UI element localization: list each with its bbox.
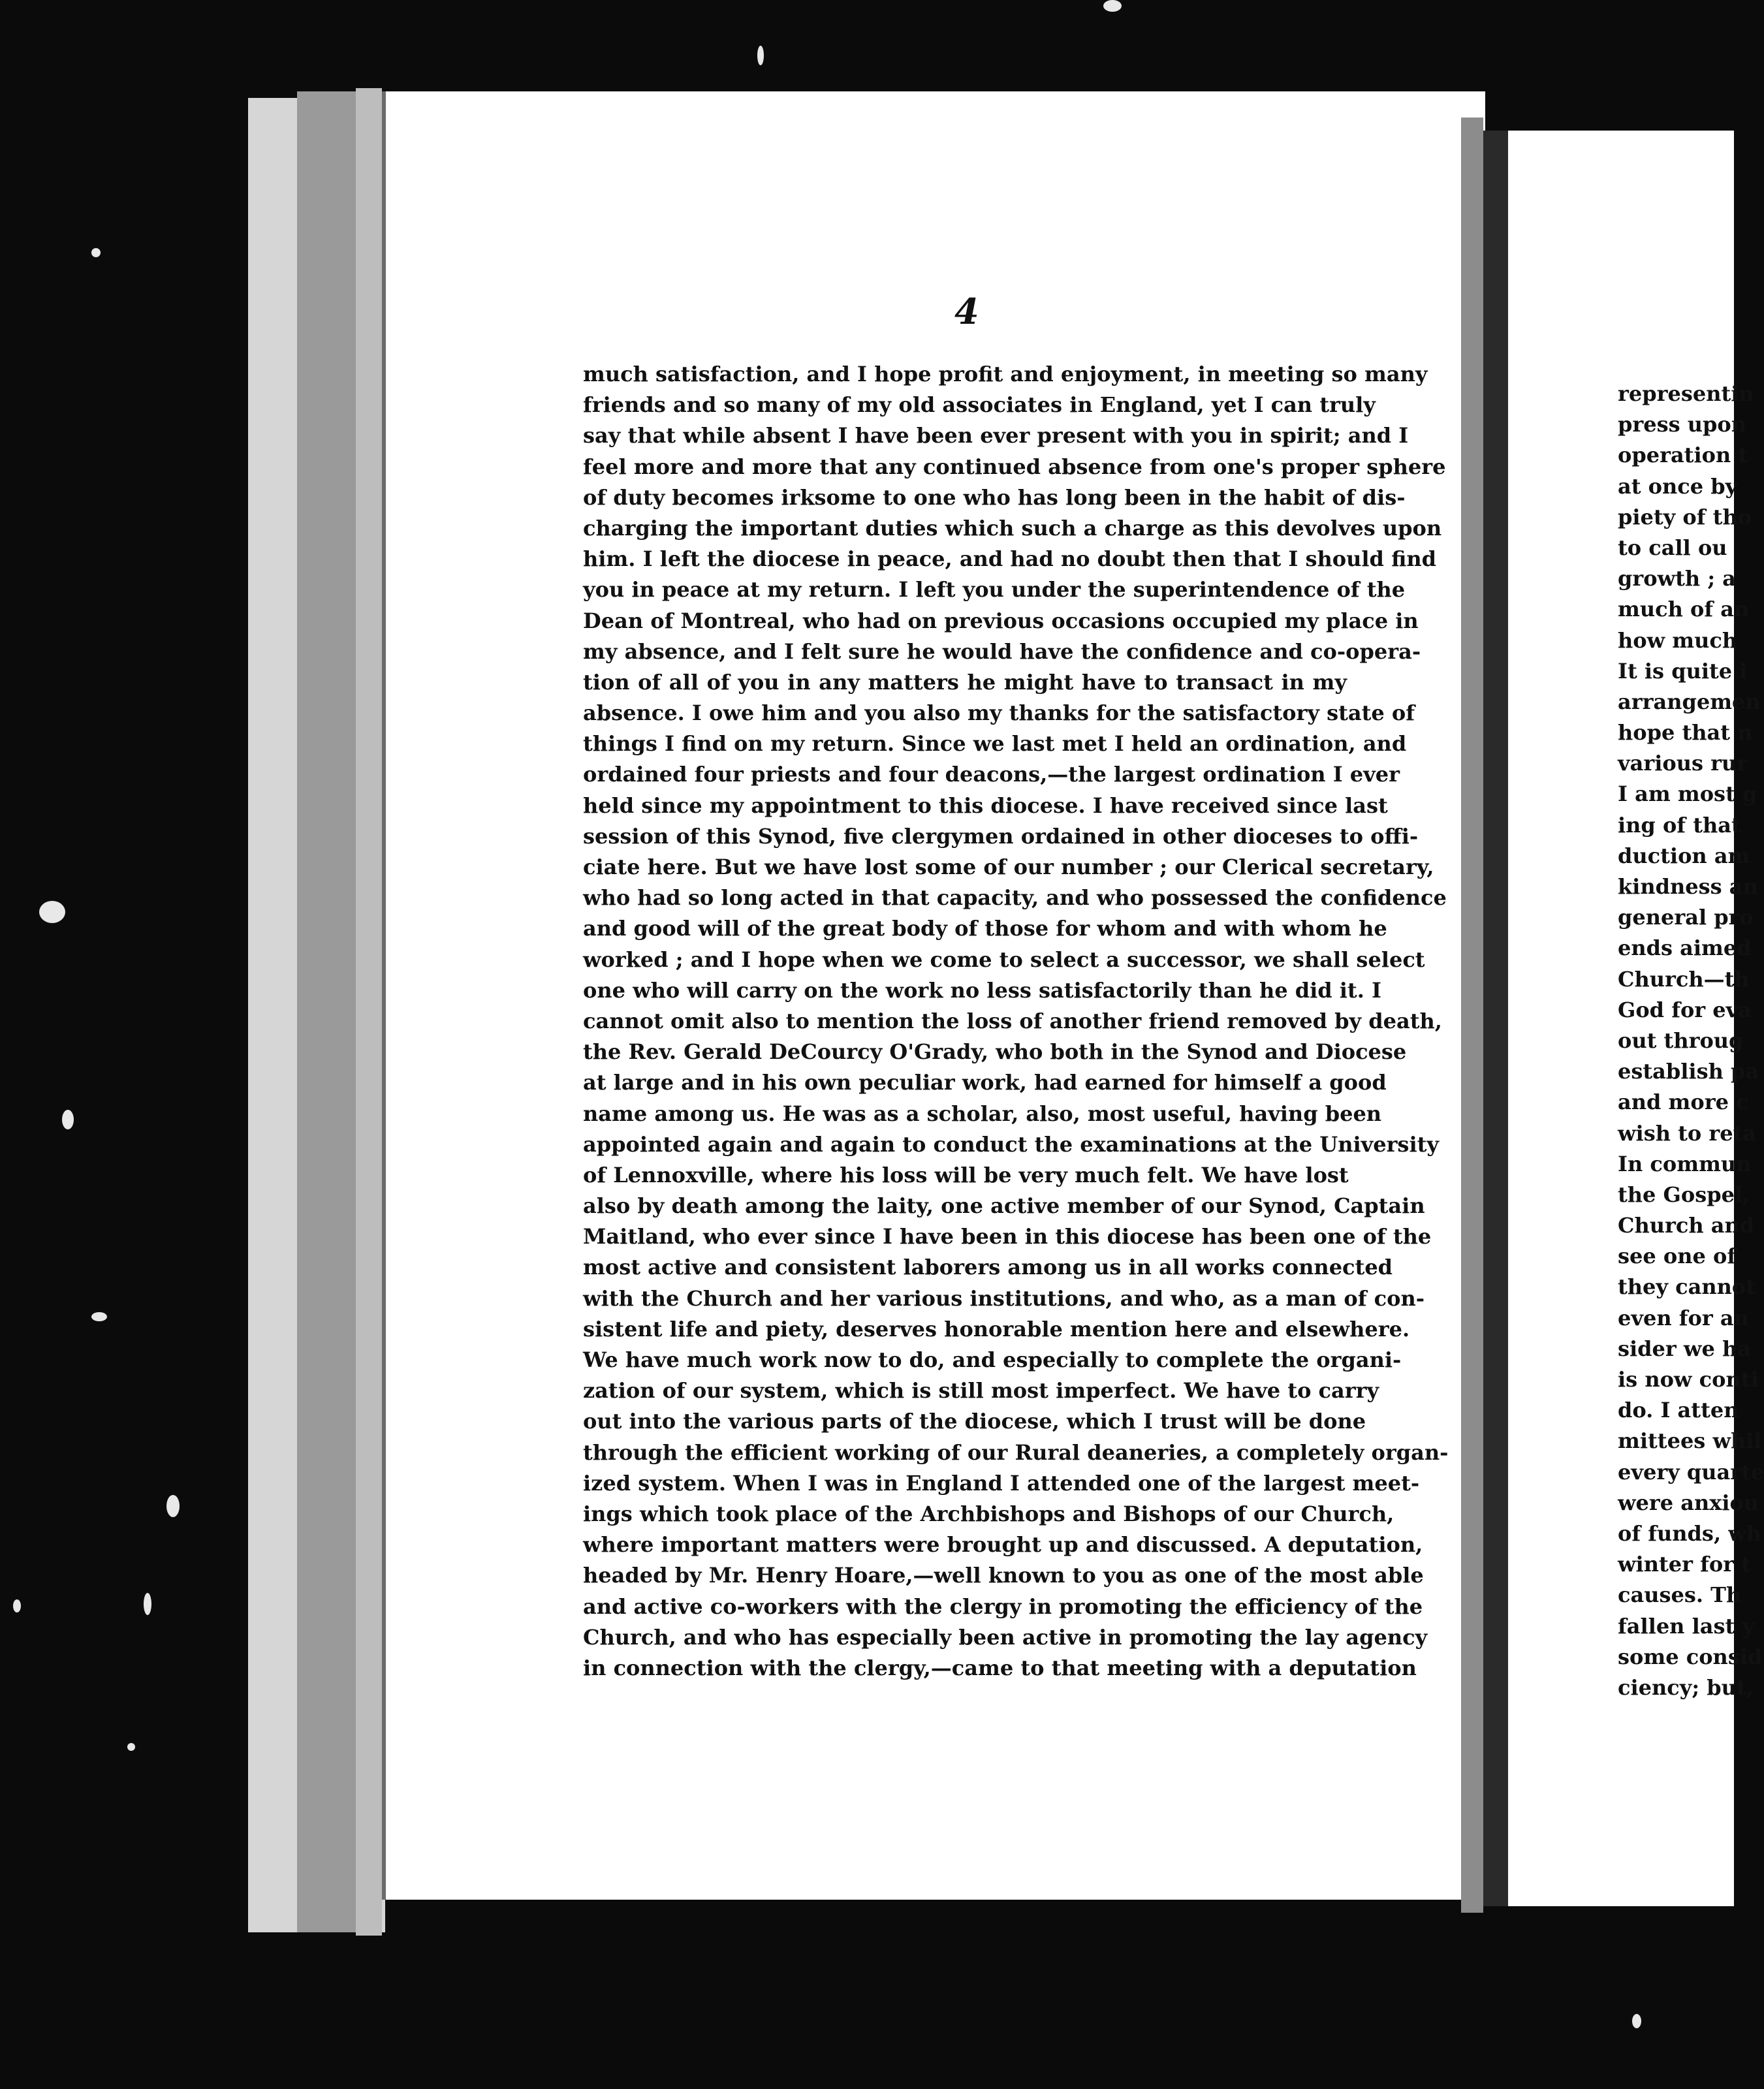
text-line: him. I left the diocese in peace, and had no doubt then that I should find <box>583 546 1436 572</box>
text-line: charging the important duties which such a charge as this devolves upon <box>583 515 1442 541</box>
text-line: of Lennoxville, where his loss will be very much felt. We have lost <box>583 1162 1349 1187</box>
text-line: friends and so many of my old associates in England, yet I can truly <box>583 392 1376 418</box>
text-line: ciate here. But we have lost some of our number ; our Clerical secretary, <box>583 855 1434 879</box>
scan-speck <box>757 46 764 65</box>
text-line: do. I atten <box>1618 1398 1739 1423</box>
text-line: wish to reta <box>1618 1120 1757 1146</box>
text-line: headed by Mr. Henry Hoare,—well known to you as one of the most able <box>583 1563 1424 1588</box>
text-line: see one of <box>1618 1244 1737 1269</box>
text-line: arrangemen <box>1618 689 1761 714</box>
text-line: and more c <box>1618 1090 1749 1115</box>
text-line: representin <box>1618 381 1754 406</box>
text-line: things I find on my return. Since we last met I held an ordination, and <box>583 731 1407 757</box>
text-line: fallen last y <box>1618 1613 1754 1639</box>
text-line: Maitland, who ever since I have been in this diocese has been one of the <box>583 1224 1432 1249</box>
text-line: out throug <box>1618 1028 1744 1053</box>
text-line: of funds, wh <box>1618 1520 1762 1546</box>
text-line: tion of all of you in any matters he might have to transact in my <box>583 669 1347 695</box>
page-gutter <box>1483 131 1508 1906</box>
text-line: some consid <box>1618 1644 1763 1669</box>
text-line: appointed again and again to conduct the examinations at the University <box>583 1131 1439 1157</box>
text-line: held since my appointment to this diocese. I have received since last <box>583 793 1388 818</box>
text-line: most active and consistent laborers among us in all works connected <box>583 1255 1393 1280</box>
scan-speck <box>91 248 101 257</box>
text-line: worked ; and I hope when we come to select a successor, we shall select <box>583 947 1425 972</box>
text-line: piety of tho <box>1618 504 1752 529</box>
text-line: God for eva <box>1618 997 1752 1022</box>
text-line: where important matters were brought up and discussed. A deputation, <box>583 1532 1423 1558</box>
text-line: sistent life and piety, deserves honorable mention here and elsewhere. <box>583 1316 1410 1342</box>
text-line: causes. Th <box>1618 1582 1742 1608</box>
text-line: winter for t <box>1618 1552 1751 1577</box>
text-line: cannot omit also to mention the loss of another friend removed by death, <box>583 1008 1442 1033</box>
text-line: mittees whil <box>1618 1428 1762 1454</box>
text-line: ings which took place of the Archbishops and Bishops of our Church, <box>583 1501 1394 1526</box>
text-line: you in peace at my return. I left you under the superintendence of the <box>583 577 1406 603</box>
text-line: I am most g <box>1618 781 1757 807</box>
text-line: in connection with the clergy,—came to that meeting with a deputation <box>583 1655 1417 1680</box>
text-line: name among us. He was as a scholar, also, most useful, having been <box>583 1101 1382 1126</box>
text-line: ing of that <box>1618 812 1741 838</box>
text-line: the Gospel, <box>1618 1182 1750 1207</box>
text-line: of duty becomes irksome to one who has long been in the habit of dis- <box>583 484 1406 510</box>
text-line: even for an <box>1618 1305 1749 1330</box>
text-line: say that while absent I have been ever present with you in spirit; and I <box>583 423 1409 448</box>
text-line: general pro <box>1618 905 1754 930</box>
text-line: Church and <box>1618 1213 1755 1238</box>
page-body-text <box>583 359 1449 1684</box>
text-line: the Rev. Gerald DeCourcy O'Grady, who both in the Synod and Diocese <box>583 1039 1407 1065</box>
text-line: how much <box>1618 627 1738 653</box>
text-line: out into the various parts of the diocese, which I trust will be done <box>583 1409 1366 1434</box>
text-line: my absence, and I felt sure he would have the confidence and co-opera- <box>583 638 1421 664</box>
text-line: every quarte <box>1618 1459 1764 1484</box>
facing-page-text <box>1618 379 1764 1703</box>
text-line: press upon <box>1618 412 1747 437</box>
text-line: growth ; a <box>1618 566 1736 591</box>
text-line: were anxiou <box>1618 1490 1759 1515</box>
scan-speck <box>127 1743 135 1751</box>
text-line: Church—th <box>1618 966 1750 992</box>
scan-speck <box>91 1312 107 1321</box>
text-line: with the Church and her various institutions, and who, as a man of con- <box>583 1285 1425 1311</box>
scan-speck <box>1632 2014 1641 2028</box>
scan-speck <box>166 1495 180 1517</box>
text-line: ized system. When I was in England I attended one of the largest meet- <box>583 1470 1420 1496</box>
text-line: and active co-workers with the clergy in promoting the efficiency of the <box>583 1594 1423 1619</box>
text-line: also by death among the laity, one active member of our Synod, Captain <box>583 1193 1425 1219</box>
text-line: through the efficient working of our Rural deaneries, a completely organ- <box>583 1439 1449 1465</box>
text-line: feel more and more that any continued absence from one's proper sphere <box>583 454 1446 479</box>
text-line: they cannot <box>1618 1274 1756 1300</box>
text-line: session of this Synod, five clergymen ordained in other dioceses to offi- <box>583 823 1419 849</box>
text-line: ends aimed <box>1618 935 1752 961</box>
text-line: duction am <box>1618 843 1750 868</box>
page-number: 4 <box>954 291 979 332</box>
text-line: hope that n <box>1618 720 1753 746</box>
scan-speck <box>62 1110 74 1129</box>
text-line: Church, and who has especially been active in promoting the lay agency <box>583 1624 1428 1650</box>
text-line: Dean of Montreal, who had on previous occasions occupied my place in <box>583 608 1419 633</box>
text-line: to call ou <box>1618 535 1727 560</box>
text-line: sider we ha <box>1618 1336 1751 1361</box>
scan-speck <box>13 1599 21 1612</box>
text-line: at large and in his own peculiar work, had earned for himself a good <box>583 1070 1387 1095</box>
text-line: and good will of the great body of those for whom and with whom he <box>583 916 1387 941</box>
text-line: much satisfaction, and I hope profit and enjoyment, in meeting so many <box>583 362 1428 386</box>
text-line: ordained four priests and four deacons,—the largest ordination I ever <box>583 762 1400 787</box>
text-line: who had so long acted in that capacity, and who possessed the confidence <box>583 885 1447 911</box>
text-line: ciency; but, <box>1618 1674 1754 1700</box>
text-line: It is quite i <box>1618 658 1748 683</box>
scan-speck <box>39 901 65 923</box>
scan-speck <box>1103 0 1122 12</box>
text-line: is now conti <box>1618 1367 1759 1392</box>
page-gutter-shadow <box>1461 118 1483 1913</box>
text-line: We have much work now to do, and especially to complete the organi- <box>583 1347 1402 1372</box>
text-line: much of an <box>1618 597 1750 622</box>
page-stack-edge <box>356 88 382 1936</box>
scan-speck <box>144 1593 151 1615</box>
text-line: one who will carry on the work no less satisfactorily than he did it. I <box>583 977 1381 1003</box>
text-line: In commun <box>1618 1151 1752 1176</box>
text-line: establish pa <box>1618 1059 1759 1084</box>
text-line: various rur <box>1618 751 1748 776</box>
text-line: zation of our system, which is still most imperfect. We have to carry <box>583 1378 1379 1404</box>
text-line: kindness an <box>1618 874 1758 899</box>
text-line: operation t <box>1618 443 1748 468</box>
text-line: absence. I owe him and you also my thanks for the satisfactory state of <box>583 700 1415 726</box>
text-line: at once by <box>1618 473 1738 499</box>
